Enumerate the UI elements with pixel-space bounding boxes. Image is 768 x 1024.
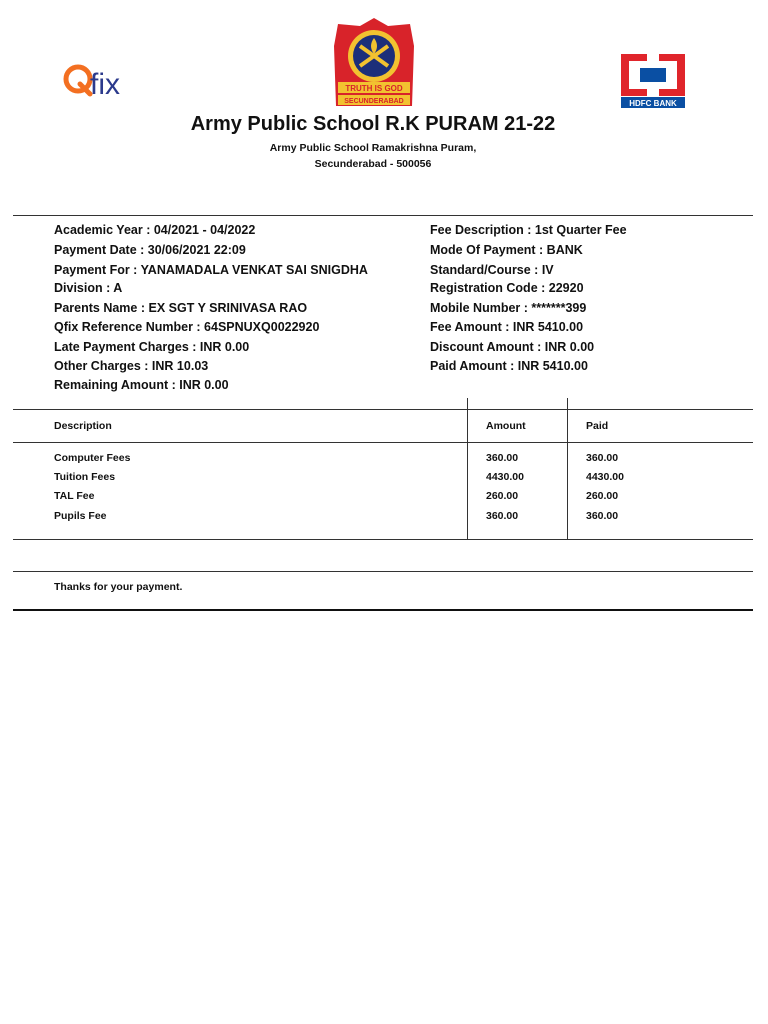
- late-payment-charges: Late Payment Charges : INR 0.00: [54, 340, 250, 354]
- row-amount: 260.00: [486, 490, 519, 502]
- row-description: Pupils Fee: [54, 510, 107, 522]
- table-header-paid: Paid: [586, 420, 609, 432]
- thanks-note: Thanks for your payment.: [54, 581, 183, 593]
- row-paid: 4430.00: [586, 471, 624, 483]
- academic-year: Academic Year : 04/2021 - 04/2022: [54, 223, 256, 237]
- table-header-description: Description: [54, 420, 112, 432]
- qfix-logo-text: fix: [90, 68, 120, 101]
- table-header-amount: Amount: [486, 420, 526, 432]
- table-top-border: [13, 409, 753, 410]
- parents-name: Parents Name : EX SGT Y SRINIVASA RAO: [54, 301, 308, 315]
- registration-code: Registration Code : 22920: [430, 281, 584, 295]
- address-line-1: Army Public School Ramakrishna Puram,: [269, 142, 477, 154]
- row-amount: 4430.00: [486, 471, 524, 483]
- row-paid: 360.00: [586, 452, 619, 464]
- divider-note-top: [13, 571, 753, 572]
- divider-top: [13, 215, 753, 216]
- row-amount: 360.00: [486, 452, 519, 464]
- hdfc-bank-logo: [620, 53, 686, 109]
- other-charges: Other Charges : INR 10.03: [54, 359, 209, 373]
- qfix-logo: [62, 60, 142, 102]
- school-crest-logo: [330, 16, 418, 108]
- payment-date: Payment Date : 30/06/2021 22:09: [54, 243, 246, 257]
- remaining-amount: Remaining Amount : INR 0.00: [54, 378, 229, 392]
- discount-amount: Discount Amount : INR 0.00: [430, 340, 595, 354]
- row-amount: 360.00: [486, 510, 519, 522]
- standard-course: Standard/Course : IV: [430, 263, 554, 277]
- fee-description: Fee Description : 1st Quarter Fee: [430, 223, 627, 237]
- table-column-divider-2: [567, 398, 568, 540]
- row-description: Computer Fees: [54, 452, 131, 464]
- row-description: TAL Fee: [54, 490, 95, 502]
- fee-amount: Fee Amount : INR 5410.00: [430, 320, 584, 334]
- hdfc-logo-text: HDFC BANK: [629, 99, 677, 108]
- divider-bottom: [13, 609, 753, 611]
- table-header-border: [13, 442, 753, 443]
- crest-banner-top: TRUTH IS GOD: [345, 84, 403, 93]
- row-paid: 260.00: [586, 490, 619, 502]
- paid-amount: Paid Amount : INR 5410.00: [430, 359, 588, 373]
- school-title: Army Public School R.K PURAM 21-22: [190, 113, 556, 135]
- division: Division : A: [54, 281, 123, 295]
- row-description: Tuition Fees: [54, 471, 116, 483]
- mode-of-payment: Mode Of Payment : BANK: [430, 243, 583, 257]
- table-bottom-border: [13, 539, 753, 540]
- payment-for: Payment For : YANAMADALA VENKAT SAI SNIGDHA: [54, 263, 368, 277]
- mobile-number: Mobile Number : *******399: [430, 301, 587, 315]
- crest-banner-bottom: SECUNDERABAD: [344, 98, 404, 105]
- address-line-2: Secunderabad - 500056: [314, 158, 432, 170]
- qfix-reference-number: Qfix Reference Number : 64SPNUXQ0022920: [54, 320, 320, 334]
- table-column-divider-1: [467, 398, 468, 540]
- row-paid: 360.00: [586, 510, 619, 522]
